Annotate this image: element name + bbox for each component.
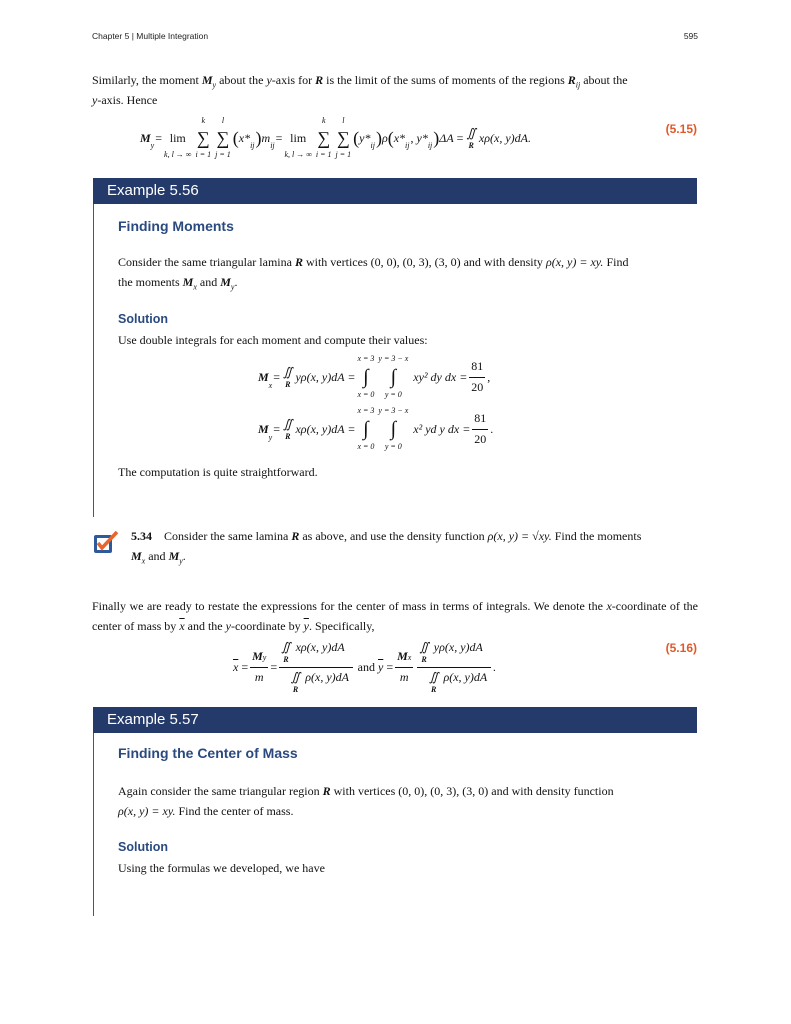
solution-text: Using the formulas we developed, we have [118, 861, 325, 875]
closing-text: The computation is quite straightforward. [118, 465, 318, 479]
math: x* [393, 130, 406, 145]
text: Similarly, the moment [92, 73, 199, 87]
math: ∬ [283, 364, 293, 379]
math: (0, 0), (0, 3), (3, 0) [398, 784, 489, 798]
solution-label: Solution [118, 840, 168, 854]
math: M [258, 421, 269, 436]
math: 81 [472, 411, 488, 430]
math: = [273, 421, 281, 436]
math: M [140, 130, 151, 145]
math: = [456, 130, 464, 145]
math: = [241, 660, 249, 675]
math: x = 3 [357, 354, 375, 363]
math: x [141, 556, 146, 566]
equation-my: M $_y$ = ∬ R xρ(x, y)dA = x = 3 ∫ x = 0 y = 3 − x ∫ y = 0 x² yd y dx = $\frac{81}{20}$ . [258, 406, 494, 451]
math: i = 1 [195, 150, 212, 159]
math: R [468, 140, 474, 150]
page-number: 595 [683, 31, 698, 41]
math: M [397, 649, 408, 664]
math: y [225, 619, 231, 633]
example-header: Example 5.57 [93, 707, 697, 733]
solution-label: Solution [118, 312, 168, 326]
text: and [199, 275, 218, 289]
text: and with density function [491, 784, 614, 798]
math: yρ(x, y)dA [433, 640, 483, 654]
math: i = 1 [315, 150, 332, 159]
math: k, l → ∞ [164, 150, 192, 159]
text: -coordinate by [230, 619, 301, 633]
math: 81 [469, 359, 485, 378]
math: y = 3 − x [378, 406, 409, 415]
math: $\overline{y}$ [377, 660, 384, 675]
checkpoint-icon [93, 530, 119, 554]
math: m [261, 130, 271, 145]
math: = [273, 369, 281, 384]
text: Finally we are ready to restate the expressions for the center of mass in terms of integrals. We denote the [92, 599, 607, 613]
math: ∬ [428, 670, 439, 684]
math: ∑ [216, 128, 230, 148]
math: y = 0 [384, 390, 402, 399]
math: y [230, 282, 235, 292]
example-border [93, 204, 94, 517]
text: . Specifically, [308, 619, 375, 633]
math: M [252, 649, 263, 664]
example-border [93, 733, 94, 916]
math: R [283, 655, 289, 664]
solution-text: Use double integrals for each moment and compute their values: [118, 333, 428, 347]
math: ∬ [419, 640, 429, 654]
math: m [399, 670, 409, 684]
text: -axis for [271, 73, 313, 87]
equation-5-16 [233, 640, 496, 695]
text: and [148, 549, 166, 563]
checkpoint-number: 5.34 [131, 529, 152, 543]
math: ∑ [317, 128, 331, 148]
math: $\overline{x}$ [233, 660, 239, 675]
math: l [342, 116, 345, 125]
math: j = 1 [335, 150, 352, 159]
math: R [285, 431, 291, 441]
math: ∬ [290, 670, 301, 684]
math: = [155, 130, 163, 145]
example-header: Example 5.56 [93, 178, 697, 204]
text: . [234, 275, 238, 289]
math: y [262, 653, 267, 663]
math: x [407, 653, 412, 663]
chapter-header: Chapter 5 | Multiple Integration [92, 31, 209, 41]
math: ρ(x, y) = √xy. [487, 529, 552, 543]
math: ∬ [283, 416, 293, 431]
math: 20 [471, 379, 484, 394]
math: ρ(x, y)dA [305, 670, 349, 684]
math: yρ(x, y)dA = [295, 369, 356, 384]
math: R [421, 655, 427, 664]
text: Find the moments [554, 529, 642, 543]
math: . [490, 421, 494, 436]
text: . [182, 549, 186, 563]
math: ij [405, 141, 410, 150]
math: xρ(x, y)dA [295, 640, 345, 654]
math: k, l → ∞ [284, 150, 312, 159]
math: x = 0 [357, 390, 375, 399]
math: M [201, 73, 213, 87]
math: M [131, 549, 142, 563]
math: x* [238, 130, 251, 145]
text: -axis. Hence [97, 93, 158, 107]
text: with vertices [305, 255, 368, 269]
math: = [270, 660, 278, 675]
math: (0, 0), (0, 3), (3, 0) [370, 255, 461, 269]
math: $\overline{x}$ [179, 619, 185, 633]
center-paragraph [92, 596, 698, 636]
example-heading: Finding the Center of Mass [118, 745, 298, 761]
math: l [221, 116, 225, 125]
equation-5-15: M $_y$ = lim k, l → ∞ k ∑ i = 1 l ∑ j = 1 ( x* $_{ij}$ ) m $_{ij}$ = lim k, l → ∞ k ∑ i = 1 l ∑ j = 1 ( y* $_{ij}$ ) ρ ( x* $_{ij}$ , y* $_{ij}$ ) ΔA = ∬ R xρ(x, y)dA. [140, 116, 531, 159]
math: ∬ [466, 125, 476, 140]
math: ij [250, 141, 255, 150]
math: x [268, 381, 273, 390]
math: ij [270, 141, 275, 150]
text: Again consider the same triangular region [118, 784, 320, 798]
text: Consider the same triangular lamina [118, 255, 292, 269]
math: R [291, 529, 300, 543]
math: y* [416, 130, 428, 145]
math: ΔA [439, 130, 454, 145]
math: x² yd y dx = [413, 421, 471, 436]
text: about the [219, 73, 264, 87]
math: M [182, 275, 194, 289]
intro-paragraph [92, 70, 698, 110]
math: lim [290, 131, 307, 145]
example-problem [118, 252, 688, 292]
math: and [357, 660, 375, 675]
math: R [315, 73, 324, 87]
math: ρ(x, y) = xy. [118, 804, 176, 818]
math: R [322, 784, 331, 798]
math: y [179, 556, 183, 566]
checkpoint-text [131, 526, 691, 566]
math: ij [575, 80, 581, 90]
math: ρ(x, y) = xy. [545, 255, 604, 269]
math: lim [169, 131, 186, 145]
math: y = 0 [384, 442, 402, 451]
math: = [386, 660, 394, 675]
math: y [150, 141, 155, 150]
math: ∑ [336, 128, 350, 148]
math: . [492, 660, 496, 675]
text: and with density [463, 255, 543, 269]
math: ij [370, 141, 375, 150]
text: Consider the same lamina [164, 529, 289, 543]
math: ∑ [196, 128, 210, 148]
math: ∬ [281, 640, 291, 654]
math: M [220, 275, 231, 289]
math: y [92, 93, 98, 107]
math: R [567, 73, 576, 87]
math: y [266, 73, 272, 87]
text: Find [606, 255, 629, 269]
math: R [431, 685, 437, 694]
math: x [193, 282, 197, 292]
math: xρ(x, y)dA. [478, 130, 531, 145]
equation-number: (5.16) [665, 641, 697, 655]
math: y = 3 − x [378, 354, 409, 363]
text: -coordinate of the center of mass by [92, 599, 699, 633]
math: y [268, 433, 273, 442]
math: M [258, 369, 269, 384]
math: j = 1 [215, 150, 231, 159]
math: y* [359, 130, 371, 145]
math: , [410, 130, 414, 145]
text: and the [187, 619, 226, 633]
math: y [212, 80, 217, 90]
math: $\overline{y}$ [303, 619, 309, 633]
example-heading: Finding Moments [118, 218, 234, 234]
equation-number: (5.15) [665, 122, 697, 136]
math: = [275, 130, 283, 145]
math: k [321, 116, 326, 125]
math: R [294, 255, 303, 269]
math: m [254, 670, 264, 684]
text: Find the center of mass. [178, 804, 294, 818]
math: ρ(x, y)dA [443, 670, 488, 684]
math: , [487, 369, 491, 384]
math: x [606, 599, 612, 613]
equation-mx: M $_x$ = ∬ R yρ(x, y)dA = x = 3 ∫ x = 0 y = 3 − x ∫ y = 0 xy² dy dx = $\frac{81}{20}$ , [258, 354, 491, 399]
math: R [292, 685, 299, 694]
math: R [285, 379, 291, 389]
math: ρ [381, 130, 388, 145]
math: x = 0 [357, 442, 375, 451]
math: x = 3 [357, 406, 375, 415]
text: the moments [118, 275, 180, 289]
text: about the [583, 73, 628, 87]
math: ij [427, 141, 433, 150]
math: M [168, 549, 180, 563]
math: 20 [474, 431, 487, 446]
math: xy² dy dx = [413, 369, 468, 384]
text: with vertices [333, 784, 396, 798]
example-problem [118, 781, 688, 821]
text: as above, and use the density function [302, 529, 485, 543]
math: k [201, 116, 206, 125]
text: is the limit of the sums of moments of the regions [326, 73, 565, 87]
math: xρ(x, y)dA = [295, 421, 356, 436]
